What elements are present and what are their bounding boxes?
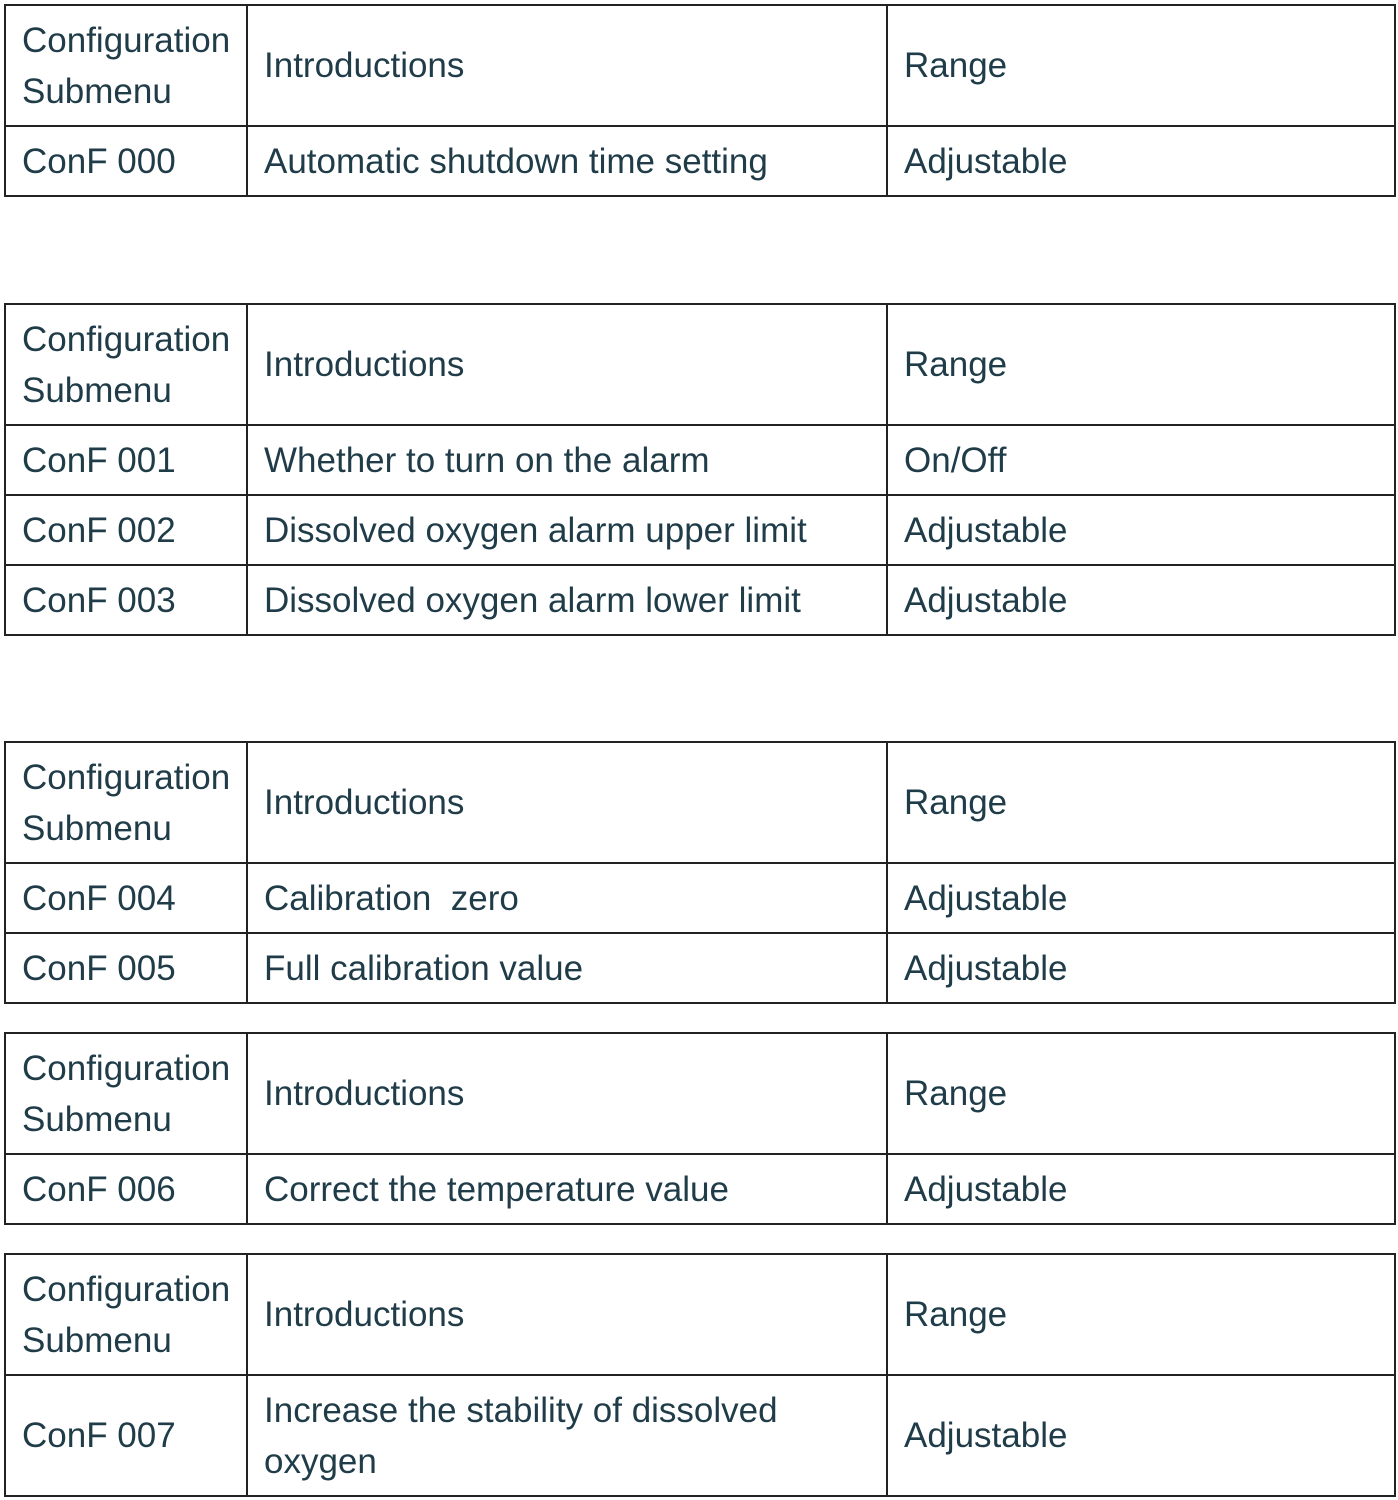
range-value: Adjustable bbox=[887, 1375, 1395, 1496]
header-range: Range bbox=[887, 1033, 1395, 1154]
introduction-text: Whether to turn on the alarm bbox=[247, 425, 887, 495]
submenu-code: ConF 002 bbox=[5, 495, 247, 565]
range-value: Adjustable bbox=[887, 933, 1395, 1003]
header-range: Range bbox=[887, 5, 1395, 126]
table-row bbox=[5, 933, 1395, 1003]
submenu-code: ConF 005 bbox=[5, 933, 247, 1003]
header-config-submenu: Configuration Submenu bbox=[5, 5, 247, 126]
header-row bbox=[5, 304, 1395, 425]
introduction-text: Calibration zero bbox=[247, 863, 887, 933]
table-row bbox=[5, 126, 1395, 196]
introduction-text: Dissolved oxygen alarm lower limit bbox=[247, 565, 887, 635]
range-value: Adjustable bbox=[887, 565, 1395, 635]
submenu-code: ConF 001 bbox=[5, 425, 247, 495]
header-row bbox=[5, 1254, 1395, 1375]
submenu-code: ConF 007 bbox=[5, 1375, 247, 1496]
submenu-code: ConF 004 bbox=[5, 863, 247, 933]
config-table-4 bbox=[4, 1032, 1396, 1225]
header-config-submenu: Configuration Submenu bbox=[5, 1033, 247, 1154]
range-value: Adjustable bbox=[887, 495, 1395, 565]
submenu-code: ConF 000 bbox=[5, 126, 247, 196]
header-introductions: Introductions bbox=[247, 1033, 887, 1154]
header-range: Range bbox=[887, 1254, 1395, 1375]
header-introductions: Introductions bbox=[247, 5, 887, 126]
header-config-submenu: Configuration Submenu bbox=[5, 1254, 247, 1375]
range-value: Adjustable bbox=[887, 1154, 1395, 1224]
introduction-text: Correct the temperature value bbox=[247, 1154, 887, 1224]
range-value: On/Off bbox=[887, 425, 1395, 495]
config-table-1 bbox=[4, 4, 1396, 197]
header-row bbox=[5, 1033, 1395, 1154]
header-config-submenu: Configuration Submenu bbox=[5, 304, 247, 425]
introduction-text: Dissolved oxygen alarm upper limit bbox=[247, 495, 887, 565]
table-row bbox=[5, 495, 1395, 565]
range-value: Adjustable bbox=[887, 126, 1395, 196]
introduction-text: Full calibration value bbox=[247, 933, 887, 1003]
header-range: Range bbox=[887, 304, 1395, 425]
range-value: Adjustable bbox=[887, 863, 1395, 933]
table-row bbox=[5, 565, 1395, 635]
config-table-2 bbox=[4, 303, 1396, 636]
table-row bbox=[5, 863, 1395, 933]
header-introductions: Introductions bbox=[247, 304, 887, 425]
header-range: Range bbox=[887, 742, 1395, 863]
submenu-code: ConF 006 bbox=[5, 1154, 247, 1224]
config-table-3 bbox=[4, 741, 1396, 1004]
header-row bbox=[5, 5, 1395, 126]
table-row bbox=[5, 1375, 1395, 1496]
introduction-text: Automatic shutdown time setting bbox=[247, 126, 887, 196]
submenu-code: ConF 003 bbox=[5, 565, 247, 635]
header-introductions: Introductions bbox=[247, 742, 887, 863]
header-introductions: Introductions bbox=[247, 1254, 887, 1375]
table-row bbox=[5, 1154, 1395, 1224]
table-row bbox=[5, 425, 1395, 495]
config-table-5 bbox=[4, 1253, 1396, 1497]
header-config-submenu: Configuration Submenu bbox=[5, 742, 247, 863]
header-row bbox=[5, 742, 1395, 863]
introduction-text: Increase the stability of dissolved oxygen bbox=[247, 1375, 887, 1496]
